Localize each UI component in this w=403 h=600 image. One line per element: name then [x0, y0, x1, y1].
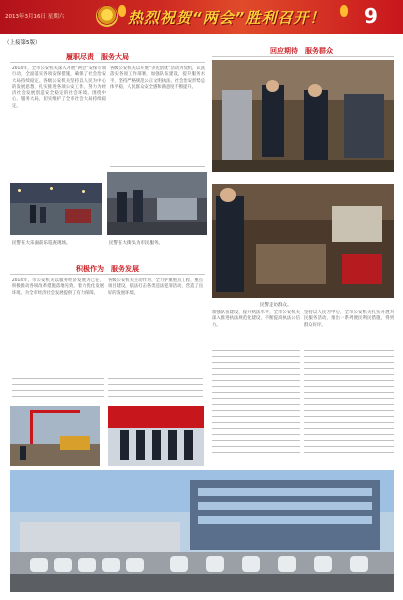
article-text: 各级公安机关以开展“争先创优”活动为契机，认真落实各项工作部署，加强队伍建设，提升服务水平，坚持严格规范公正文明执法，社会治安形势总体平稳，人民群众安全感和满意度不断提升。	[110, 66, 205, 90]
text-lines	[212, 350, 300, 454]
photo-caption: 民警在大街头为市民服务。	[109, 241, 163, 246]
photo-night-street	[10, 183, 102, 235]
edition-label: （上接第5版）	[4, 40, 41, 46]
photo-home-visit	[212, 184, 394, 298]
photo-construction-site	[10, 406, 100, 466]
photo-officers	[108, 406, 204, 466]
text-lines	[12, 378, 104, 402]
text-lines	[304, 350, 394, 454]
divider	[10, 62, 205, 63]
photo-caption: 民警在大乐面前乐巡查现场。	[12, 241, 71, 246]
article-text: 2014年，全市公安机关深入开展“两会”安保专项行动，全面落实各项安保措施，确保了社会治安大局持续稳定。各级公安机关坚持以人民为中心的发展思想，扎实推进各项公安工作，努力为经济社会发展创造安全稳定的社会环境。围绕中心、服务大局，切实维护了全市社会大局持续稳定。	[12, 66, 106, 109]
section-title-top-right: 回应期待 服务群众	[270, 47, 333, 55]
text-lines	[108, 378, 203, 402]
photo-caption: 民警走访群众。	[260, 303, 292, 308]
photo-police-station	[10, 470, 394, 592]
section-title-top-left: 履职尽责 服务大局	[66, 53, 129, 61]
article-text: 坚持以人民为中心，全市公安机关扎实开展为民服务活动，推出一系列便民利民措施，得到群众好评。	[304, 310, 394, 328]
article-text: 各级公安机关主动作为，全力护航重点工程、重点项目建设，依法打击各类违法犯罪活动，营造了良好的发展环境。	[108, 278, 203, 296]
article-text: 加强队伍建设，提升执法水平，全市公安机关深入推进执法规范化建设，不断提高执法公信力。	[212, 310, 300, 328]
banner-title: 热烈祝贺“两会”胜利召开！	[128, 9, 326, 27]
issue-date: 2013年3月16日 星期六	[5, 14, 65, 20]
divider	[10, 274, 205, 275]
article-text: 2014年，市公安机关以服务经济发展为己任，积极推动各项改革措施落地见效，着力优化发展环境，为全市经济社会发展提供了有力保障。	[12, 278, 104, 296]
lantern-icon	[340, 5, 348, 17]
section-title-bottom-left: 积极作为 服务发展	[76, 265, 139, 273]
header-banner	[0, 0, 403, 34]
lantern-icon	[118, 5, 126, 17]
divider	[212, 56, 394, 57]
page-number: 9	[364, 4, 378, 28]
photo-patrol	[107, 172, 207, 235]
national-emblem-icon	[96, 5, 118, 27]
photo-visiting-residents	[212, 60, 394, 172]
